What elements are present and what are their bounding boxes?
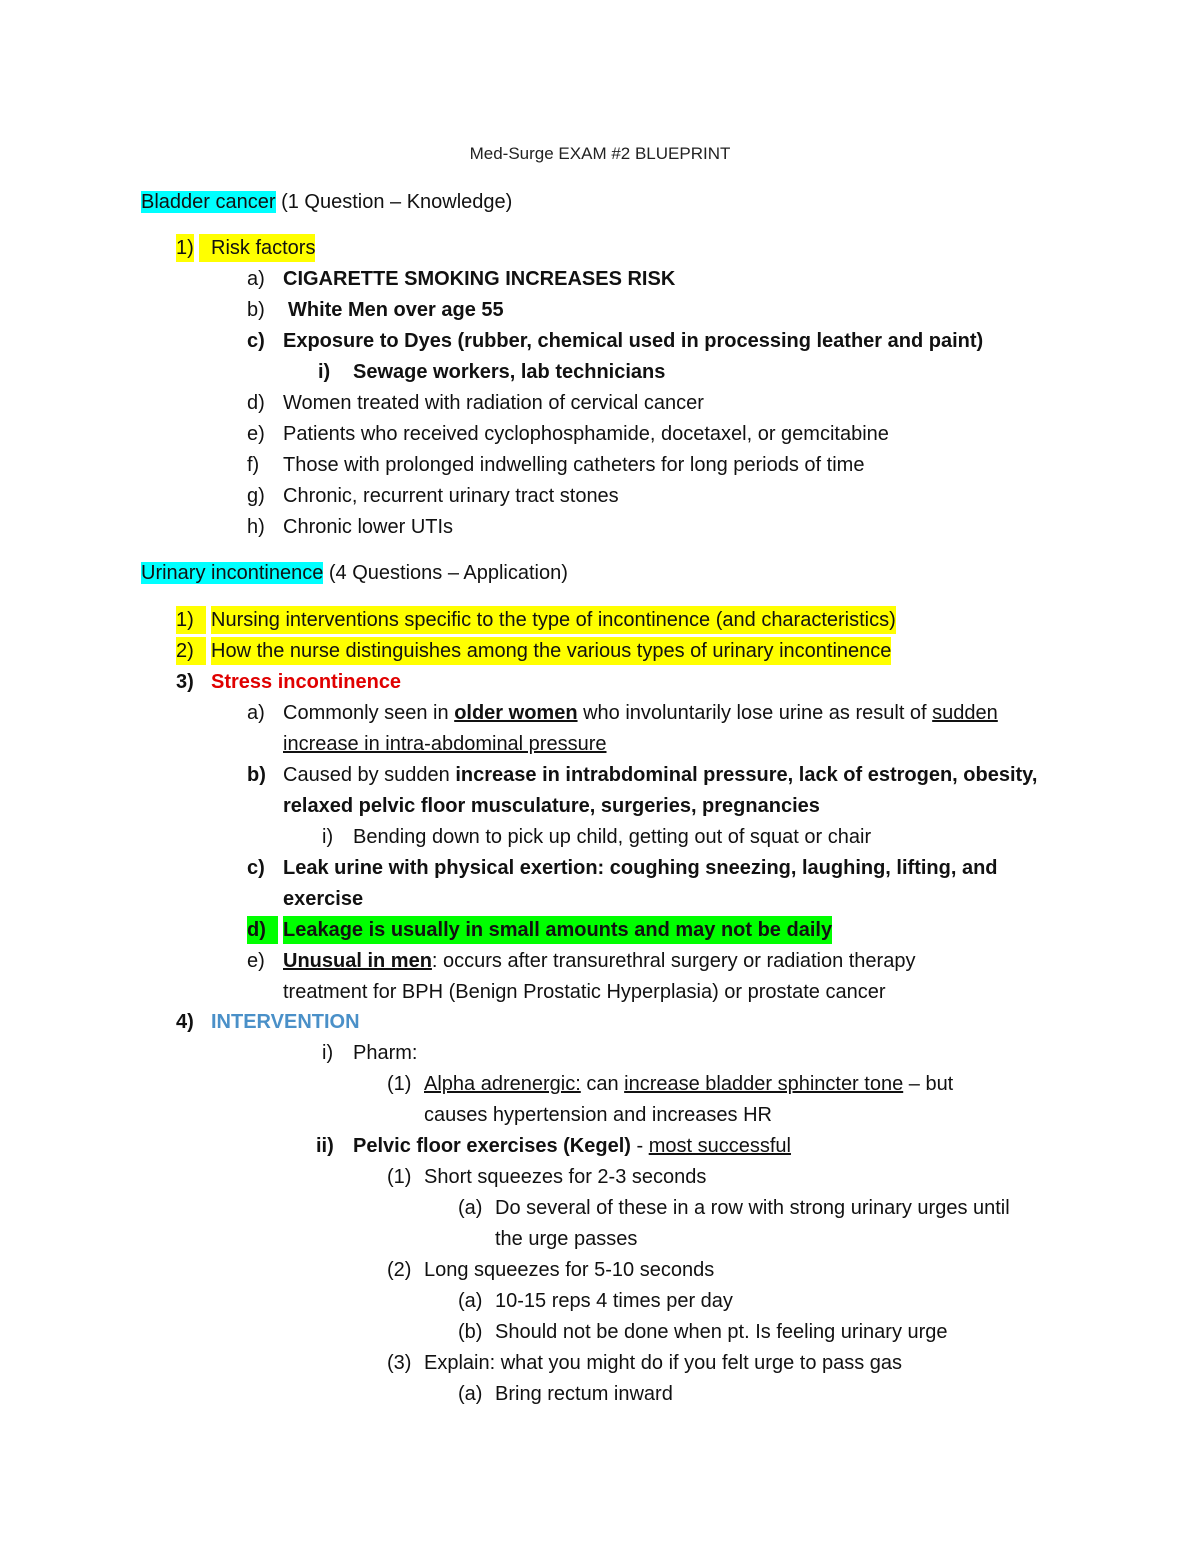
list-item: Bring rectum inward <box>495 1383 673 1405</box>
list-marker: i) <box>318 361 331 383</box>
list-item: Leak urine with physical exertion: coughing sneezing, laughing, lifting, and <box>283 857 998 879</box>
intervention-label: INTERVENTION <box>211 1011 360 1033</box>
list-marker: f) <box>247 454 260 476</box>
list-item: Long squeezes for 5-10 seconds <box>424 1259 715 1281</box>
list-item: Pelvic floor exercises (Kegel) - most successful <box>353 1135 791 1157</box>
list-item-continued: treatment for BPH (Benign Prostatic Hyperplasia) or prostate cancer <box>283 981 886 1003</box>
list-marker: (2) <box>387 1259 412 1281</box>
heading-bladder-meta: (1 Question – Knowledge) <box>275 191 513 213</box>
list-item-continued: relaxed pelvic floor musculature, surgeries, pregnancies <box>283 795 820 817</box>
list-item-continued: the urge passes <box>495 1228 638 1250</box>
list-marker: 4) <box>176 1011 194 1033</box>
list-item: Caused by sudden increase in intrabdominal pressure, lack of estrogen, obesity, <box>283 764 1038 786</box>
list-item: Leakage is usually in small amounts and may not be daily <box>283 916 832 944</box>
list-marker: 1) <box>176 234 194 262</box>
list-item: Sewage workers, lab technicians <box>353 361 666 383</box>
list-marker: (a) <box>458 1290 483 1312</box>
list-marker: g) <box>247 485 265 507</box>
list-item: Do several of these in a row with strong urinary urges until <box>495 1197 1010 1219</box>
list-marker: b) <box>247 299 265 321</box>
list-item-continued: increase in intra-abdominal pressure <box>283 733 607 755</box>
list-item: Commonly seen in older women who involuntarily lose urine as result of sudden <box>283 702 998 724</box>
list-item: Pharm: <box>353 1042 418 1064</box>
list-marker: 1) <box>176 606 206 634</box>
list-marker: (a) <box>458 1197 483 1219</box>
list-item: Chronic, recurrent urinary tract stones <box>283 485 619 507</box>
list-item: Patients who received cyclophosphamide, docetaxel, or gemcitabine <box>283 423 889 445</box>
list-marker: c) <box>247 857 265 879</box>
list-item: Alpha adrenergic: can increase bladder sphincter tone – but <box>424 1073 954 1095</box>
list-item: Short squeezes for 2-3 seconds <box>424 1166 707 1188</box>
heading-incontinence-label: Urinary incontinence <box>141 562 324 584</box>
list-item-continued: causes hypertension and increases HR <box>424 1104 772 1126</box>
list-item: Explain: what you might do if you felt urge to pass gas <box>424 1352 903 1374</box>
list-marker: (3) <box>387 1352 412 1374</box>
risk-factors-label: Risk factors <box>199 234 315 262</box>
list-marker: e) <box>247 950 265 972</box>
list-item: Should not be done when pt. Is feeling urinary urge <box>495 1321 948 1343</box>
list-marker: d) <box>247 392 265 414</box>
list-marker: a) <box>247 702 265 724</box>
list-marker: h) <box>247 516 265 538</box>
list-item: Unusual in men: occurs after transurethral surgery or radiation therapy <box>283 950 916 972</box>
heading-bladder-label: Bladder cancer <box>141 191 276 213</box>
heading-incontinence-meta: (4 Questions – Application) <box>323 562 568 584</box>
list-marker: a) <box>247 268 265 290</box>
list-marker: e) <box>247 423 265 445</box>
list-item: Bending down to pick up child, getting out of squat or chair <box>353 826 872 848</box>
list-item: 10-15 reps 4 times per day <box>495 1290 733 1312</box>
list-item: Nursing interventions specific to the type of incontinence (and characteristics) <box>211 606 896 634</box>
page-title: Med-Surge EXAM #2 BLUEPRINT <box>469 144 731 163</box>
list-marker: i) <box>322 826 334 848</box>
list-marker: 2) <box>176 637 206 665</box>
list-marker: ii) <box>316 1135 334 1157</box>
list-marker: (a) <box>458 1383 483 1405</box>
list-item-continued: exercise <box>283 888 364 910</box>
list-marker: d) <box>247 916 278 944</box>
section-heading-bladder <box>141 188 512 216</box>
list-item: White Men over age 55 <box>288 299 504 321</box>
list-marker: (1) <box>387 1166 412 1188</box>
list-marker: (b) <box>458 1321 483 1343</box>
list-item: Women treated with radiation of cervical cancer <box>283 392 704 414</box>
list-marker: 3) <box>176 671 194 693</box>
list-item: How the nurse distinguishes among the various types of urinary incontinence <box>211 637 891 665</box>
stress-incontinence-label: Stress incontinence <box>211 671 402 693</box>
list-item: Exposure to Dyes (rubber, chemical used in processing leather and paint) <box>283 330 984 352</box>
list-item: Those with prolonged indwelling catheters for long periods of time <box>283 454 865 476</box>
list-marker: c) <box>247 330 265 352</box>
section-heading-incontinence <box>141 559 568 587</box>
list-marker: i) <box>322 1042 334 1064</box>
list-item: Chronic lower UTIs <box>283 516 454 538</box>
list-marker: (1) <box>387 1073 412 1095</box>
list-marker: b) <box>247 764 266 786</box>
list-item: CIGARETTE SMOKING INCREASES RISK <box>283 268 676 290</box>
